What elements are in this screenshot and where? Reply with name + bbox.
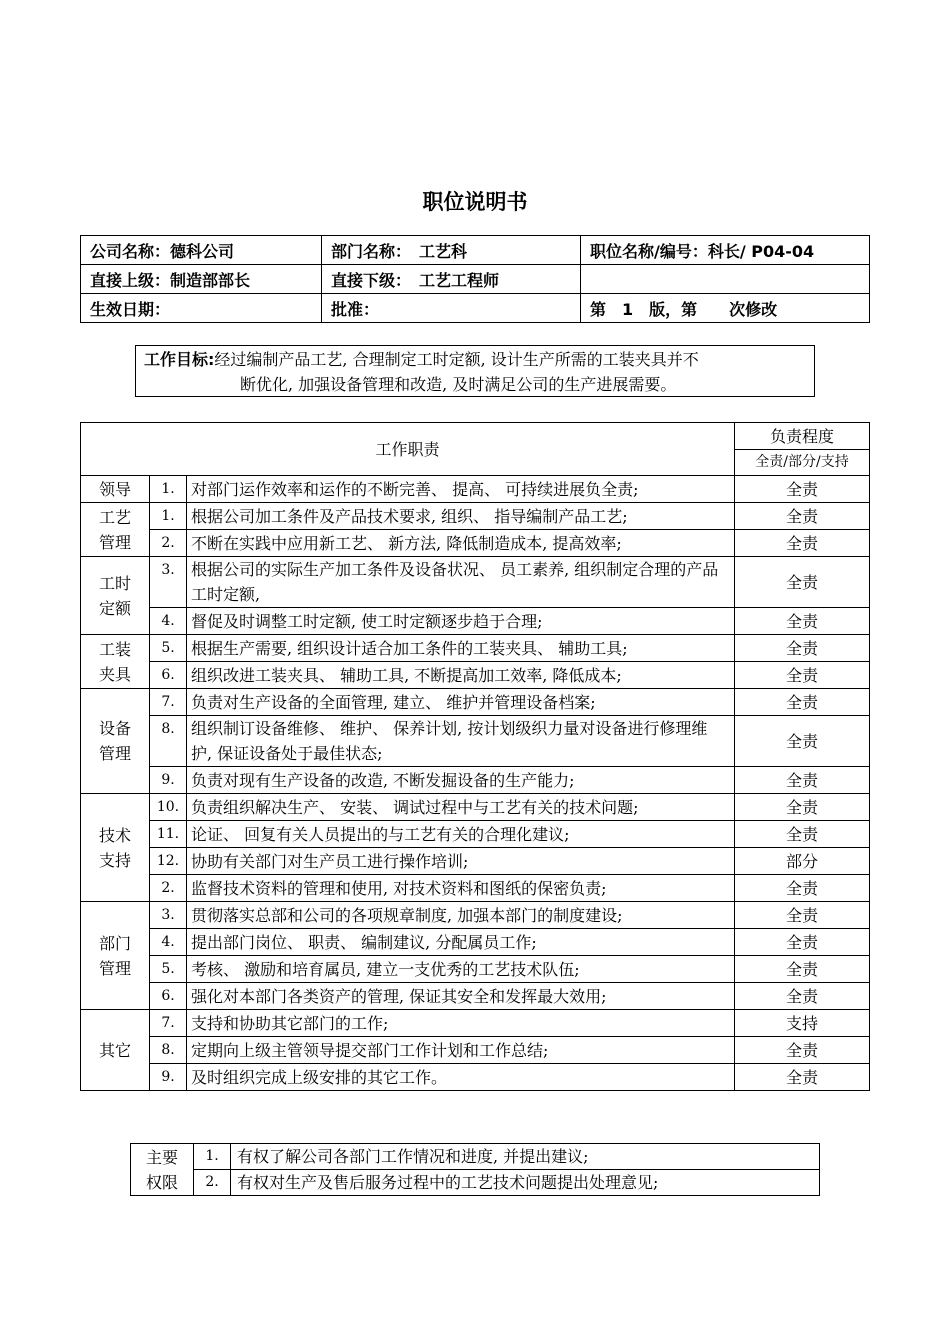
duty-responsibility: 全责 xyxy=(735,503,870,530)
duty-row xyxy=(81,821,870,848)
duty-responsibility: 全责 xyxy=(735,794,870,821)
authority-text: 有权了解公司各部门工作情况和进度, 并提出建议; xyxy=(231,1144,820,1170)
duty-responsibility: 全责 xyxy=(735,1064,870,1091)
duty-number: 6. xyxy=(150,983,187,1010)
duty-responsibility: 全责 xyxy=(735,821,870,848)
work-goal-box xyxy=(135,345,815,397)
duty-category: 技术 支持 xyxy=(81,794,150,902)
duty-responsibility: 全责 xyxy=(735,716,870,767)
duty-row xyxy=(81,503,870,530)
page-title: 职位说明书 xyxy=(422,190,528,214)
duty-responsibility: 支持 xyxy=(735,1010,870,1037)
responsibility-header: 负责程度 xyxy=(735,423,870,450)
duty-number: 4. xyxy=(150,608,187,635)
duty-row xyxy=(81,716,870,767)
duty-number: 1. xyxy=(150,503,187,530)
duty-category: 工艺 管理 xyxy=(81,503,150,557)
duty-text: 定期向上级主管领导提交部门工作计划和工作总结; xyxy=(187,1037,735,1064)
duties-table xyxy=(80,422,870,1091)
approval: 批准： xyxy=(322,294,581,323)
work-goal-line-1: 经过编制产品工艺, 合理制定工时定额, 设计生产所需的工装夹具并不 xyxy=(214,350,699,369)
authority-number: 1. xyxy=(194,1144,231,1170)
duty-responsibility: 全责 xyxy=(735,689,870,716)
duty-number: 3. xyxy=(150,902,187,929)
duty-row xyxy=(81,875,870,902)
duty-text: 负责对生产设备的全面管理, 建立、 维护并管理设备档案; xyxy=(187,689,735,716)
duty-row xyxy=(81,689,870,716)
position-info-table xyxy=(80,235,870,323)
duty-responsibility: 全责 xyxy=(735,983,870,1010)
duty-responsibility: 全责 xyxy=(735,902,870,929)
direct-superior: 直接上级：制造部部长 xyxy=(81,265,322,294)
duty-number: 9. xyxy=(150,1064,187,1091)
effective-date: 生效日期： xyxy=(81,294,322,323)
duty-row xyxy=(81,983,870,1010)
duty-text: 负责对现有生产设备的改造, 不断发掘设备的生产能力; xyxy=(187,767,735,794)
duty-number: 2. xyxy=(150,875,187,902)
duty-row xyxy=(81,662,870,689)
duty-row xyxy=(81,902,870,929)
duty-text: 监督技术资料的管理和使用, 对技术资料和图纸的保密负责; xyxy=(187,875,735,902)
duty-row xyxy=(81,767,870,794)
duty-row xyxy=(81,956,870,983)
empty-cell xyxy=(581,265,870,294)
duty-row xyxy=(81,794,870,821)
duty-category: 设备 管理 xyxy=(81,689,150,794)
work-goal-label: 工作目标: xyxy=(144,350,215,369)
duty-responsibility: 全责 xyxy=(735,476,870,503)
duty-responsibility: 全责 xyxy=(735,767,870,794)
duty-responsibility: 全责 xyxy=(735,635,870,662)
responsibility-subheader: 全责/部分/支持 xyxy=(735,450,870,476)
duty-responsibility: 全责 xyxy=(735,875,870,902)
department-name: 部门名称： 工艺科 xyxy=(322,236,581,265)
duty-responsibility: 全责 xyxy=(735,929,870,956)
duty-category: 工装 夹具 xyxy=(81,635,150,689)
authority-label: 主要 权限 xyxy=(131,1144,194,1196)
duty-number: 5. xyxy=(150,956,187,983)
duty-category: 其它 xyxy=(81,1010,150,1091)
authority-row xyxy=(131,1170,820,1196)
position-name: 职位名称/编号：科长/ P04-04 xyxy=(581,236,870,265)
duty-category: 工时 定额 xyxy=(81,557,150,635)
duty-text: 考核、 激励和培育属员, 建立一支优秀的工艺技术队伍; xyxy=(187,956,735,983)
duty-category: 部门 管理 xyxy=(81,902,150,1010)
duty-number: 12. xyxy=(150,848,187,875)
duty-text: 支持和协助其它部门的工作; xyxy=(187,1010,735,1037)
duty-number: 8. xyxy=(150,1037,187,1064)
duty-number: 9. xyxy=(150,767,187,794)
duty-text: 根据生产需要, 组织设计适合加工条件的工装夹具、 辅助工具; xyxy=(187,635,735,662)
duty-row xyxy=(81,1064,870,1091)
duty-text: 及时组织完成上级安排的其它工作。 xyxy=(187,1064,735,1091)
version-info: 第 1 版，第 次修改 xyxy=(581,294,870,323)
duty-number: 10. xyxy=(150,794,187,821)
duty-number: 3. xyxy=(150,557,187,608)
duty-number: 2. xyxy=(150,530,187,557)
duty-text: 督促及时调整工时定额, 使工时定额逐步趋于合理; xyxy=(187,608,735,635)
duty-row xyxy=(81,530,870,557)
duty-text: 组织制订设备维修、 维护、 保养计划, 按计划级织力量对设备进行修理维护, 保证设备处于最佳状态; xyxy=(187,716,735,767)
duty-category: 领导 xyxy=(81,476,150,503)
duty-row xyxy=(81,848,870,875)
duty-number: 1. xyxy=(150,476,187,503)
duty-responsibility: 全责 xyxy=(735,608,870,635)
authority-number: 2. xyxy=(194,1170,231,1196)
duty-responsibility: 全责 xyxy=(735,662,870,689)
duty-number: 6. xyxy=(150,662,187,689)
duty-text: 强化对本部门各类资产的管理, 保证其安全和发挥最大效用; xyxy=(187,983,735,1010)
duty-responsibility: 部分 xyxy=(735,848,870,875)
work-goal-line-2: 断优化, 加强设备管理和改造, 及时满足公司的生产进展需要。 xyxy=(240,375,677,394)
duty-text: 根据公司加工条件及产品技术要求, 组织、 指导编制产品工艺; xyxy=(187,503,735,530)
duty-number: 8. xyxy=(150,716,187,767)
duty-number: 11. xyxy=(150,821,187,848)
duty-text: 论证、 回复有关人员提出的与工艺有关的合理化建议; xyxy=(187,821,735,848)
duty-responsibility: 全责 xyxy=(735,1037,870,1064)
duty-row xyxy=(81,1037,870,1064)
duty-row xyxy=(81,929,870,956)
duty-row xyxy=(81,557,870,608)
duty-row xyxy=(81,1010,870,1037)
authority-text: 有权对生产及售后服务过程中的工艺技术问题提出处理意见; xyxy=(231,1170,820,1196)
direct-subordinate: 直接下级： 工艺工程师 xyxy=(322,265,581,294)
duty-text: 贯彻落实总部和公司的各项规章制度, 加强本部门的制度建设; xyxy=(187,902,735,929)
duty-responsibility: 全责 xyxy=(735,956,870,983)
duty-text: 提出部门岗位、 职责、 编制建议, 分配属员工作; xyxy=(187,929,735,956)
duty-text: 不断在实践中应用新工艺、 新方法, 降低制造成本, 提高效率; xyxy=(187,530,735,557)
duty-text: 组织改进工装夹具、 辅助工具, 不断提高加工效率, 降低成本; xyxy=(187,662,735,689)
authority-table xyxy=(130,1143,820,1196)
duty-responsibility: 全责 xyxy=(735,557,870,608)
duty-text: 根据公司的实际生产加工条件及设备状况、 员工素养, 组织制定合理的产品工时定额, xyxy=(187,557,735,608)
duty-row xyxy=(81,608,870,635)
duty-row xyxy=(81,476,870,503)
duty-text: 协助有关部门对生产员工进行操作培训; xyxy=(187,848,735,875)
duty-responsibility: 全责 xyxy=(735,530,870,557)
duty-row xyxy=(81,635,870,662)
authority-row xyxy=(131,1144,820,1170)
duty-text: 负责组织解决生产、 安装、 调试过程中与工艺有关的技术问题; xyxy=(187,794,735,821)
duty-number: 7. xyxy=(150,689,187,716)
duty-text: 对部门运作效率和运作的不断完善、 提高、 可持续进展负全责; xyxy=(187,476,735,503)
duty-number: 5. xyxy=(150,635,187,662)
duty-number: 4. xyxy=(150,929,187,956)
company-name: 公司名称：德科公司 xyxy=(81,236,322,265)
duties-header: 工作职责 xyxy=(81,423,735,476)
duty-number: 7. xyxy=(150,1010,187,1037)
